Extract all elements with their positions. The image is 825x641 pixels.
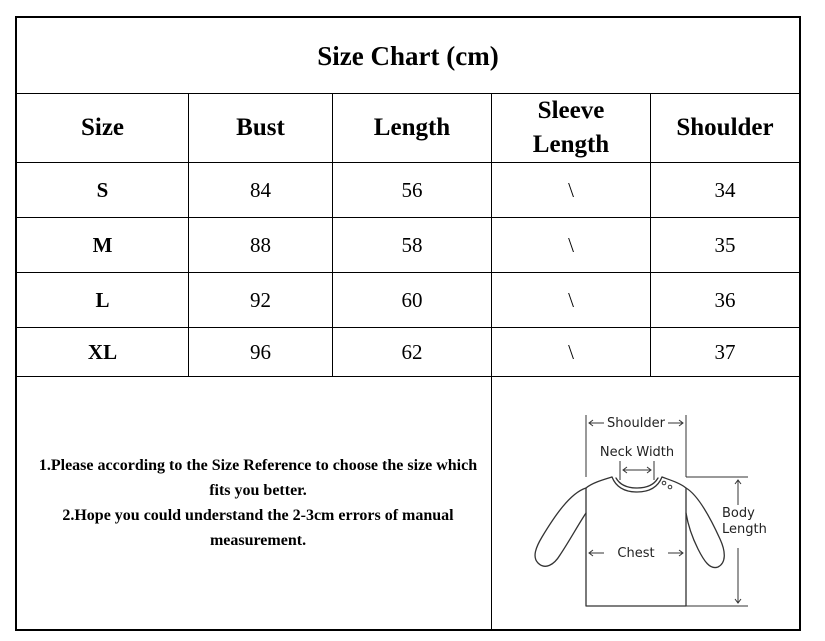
- header-bust: Bust: [236, 114, 285, 141]
- row-bust: 84: [250, 177, 271, 202]
- header-length: Length: [373, 114, 451, 141]
- chest-label: Chest: [617, 546, 655, 561]
- row-shoulder: 35: [714, 232, 736, 257]
- row-length: 56: [401, 177, 423, 202]
- note-1: 1.Please according to the Size Reference to choose the size which fits you better.: [38, 457, 478, 499]
- row-size: XL: [87, 339, 118, 364]
- header-sleeve-length: [492, 94, 650, 162]
- measurement-diagram: [492, 377, 799, 629]
- header-shoulder: Shoulder: [676, 114, 774, 141]
- header-sleeve-line2: Length: [532, 131, 610, 158]
- row-shoulder: 37: [714, 339, 736, 364]
- row-length: 58: [401, 232, 423, 257]
- row-sleeve: \: [568, 232, 574, 257]
- shoulder-label: Shoulder: [607, 416, 665, 431]
- sweater-outline-icon: [492, 377, 799, 629]
- row-bust: 88: [250, 232, 271, 257]
- body-length-label-line1: Body: [722, 506, 755, 521]
- row-size: L: [95, 287, 110, 312]
- notes-block: [25, 377, 491, 629]
- row-bust: 92: [250, 287, 271, 312]
- row-size: S: [96, 177, 109, 202]
- row-size: M: [92, 232, 113, 257]
- row-sleeve: \: [568, 339, 574, 364]
- row-length: 62: [401, 339, 423, 364]
- row-sleeve: \: [568, 287, 574, 312]
- body-length-label-line2: Length: [722, 522, 767, 537]
- row-sleeve: \: [568, 177, 574, 202]
- neck-width-label: Neck Width: [599, 445, 675, 460]
- row-bust: 96: [250, 339, 271, 364]
- row-shoulder: 36: [714, 287, 736, 312]
- header-sleeve-line1: Sleeve: [537, 97, 605, 124]
- row-length: 60: [401, 287, 423, 312]
- page-title: Size Chart (cm): [317, 40, 499, 71]
- row-shoulder: 34: [714, 177, 736, 202]
- note-2: 2.Hope you could understand the 2-3cm errors of manual measurement.: [62, 507, 454, 549]
- header-size: Size: [80, 114, 125, 141]
- size-chart: [15, 16, 801, 631]
